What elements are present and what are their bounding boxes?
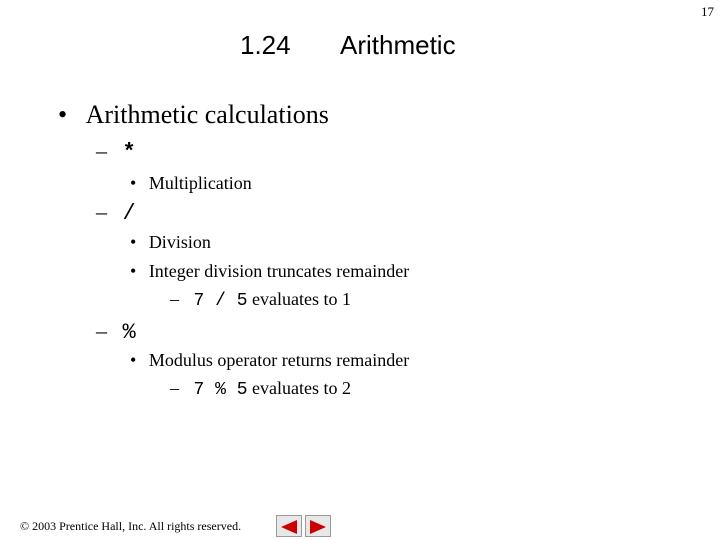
sub-item-multiply: [96, 138, 136, 165]
dash-marker: –: [96, 138, 107, 163]
bullet-marker: •: [130, 350, 137, 370]
item-text: Modulus operator returns remainder: [148, 350, 410, 370]
list-item: [130, 173, 252, 194]
bullet-marker: •: [58, 100, 68, 129]
operator-modulus: %: [122, 320, 136, 345]
operator-multiply: *: [122, 140, 136, 165]
item-text: Division: [148, 232, 211, 252]
dash-marker: –: [170, 378, 179, 398]
example-line-modulus: [170, 378, 351, 400]
example-line-divide: [170, 289, 351, 311]
operator-divide: /: [122, 201, 136, 226]
copyright-footer: © 2003 Prentice Hall, Inc. All rights reserved.: [20, 519, 242, 533]
dash-marker: –: [96, 318, 107, 343]
item-text: Integer division truncates remainder: [148, 261, 410, 281]
bullet-marker: •: [130, 173, 137, 193]
bullet-marker: •: [130, 232, 137, 252]
sub-item-modulus: [96, 318, 136, 345]
section-number: 1.24: [240, 30, 291, 60]
code-example: 7 / 5: [193, 291, 248, 311]
list-item: [130, 350, 409, 371]
bullet-marker: •: [130, 261, 137, 281]
page-title: Arithmetic: [340, 30, 456, 60]
page-number: 17: [701, 4, 714, 19]
example-text: evaluates to 1: [247, 289, 351, 309]
bullet-text: Arithmetic calculations: [85, 100, 329, 129]
next-slide-button[interactable]: [305, 515, 331, 537]
dash-marker: –: [96, 199, 107, 224]
bullet-item-arithmetic-calculations: [58, 100, 329, 130]
list-item: [130, 261, 409, 282]
dash-marker: –: [170, 289, 179, 309]
arrow-left-icon: [279, 519, 299, 535]
example-text: evaluates to 2: [247, 378, 351, 398]
previous-slide-button[interactable]: [276, 515, 302, 537]
list-item: [130, 232, 211, 253]
item-text: Multiplication: [148, 173, 252, 193]
code-example: 7 % 5: [193, 380, 248, 400]
sub-item-divide: [96, 199, 136, 226]
arrow-right-icon: [308, 519, 328, 535]
